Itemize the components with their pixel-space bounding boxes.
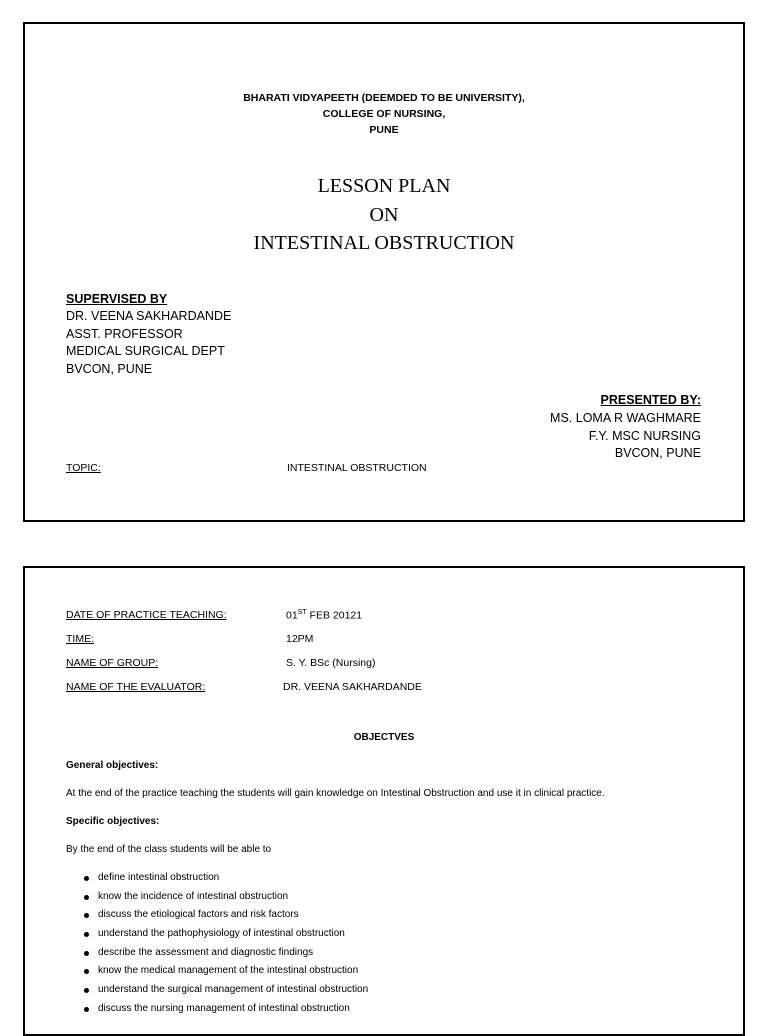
evaluator-value: DR. VEENA SAKHARDANDE: [283, 681, 422, 693]
specific-objectives-intro: By the end of the class students will be able to: [66, 844, 272, 855]
supervisor-department: MEDICAL SURGICAL DEPT: [66, 344, 225, 358]
presenter-course: F.Y. MSC NURSING: [588, 428, 701, 443]
college-name: COLLEGE OF NURSING,: [322, 108, 446, 120]
bullet-icon: [84, 876, 89, 881]
group-value: S. Y. BSc (Nursing): [286, 657, 376, 669]
list-item: discuss the nursing management of intestinal obstruction: [66, 1000, 368, 1019]
topic-label: TOPIC:: [66, 462, 101, 474]
bullet-icon: [84, 932, 89, 937]
time-value: 12PM: [286, 633, 314, 645]
general-objectives-text: At the end of the practice teaching the students will gain knowledge on Intestinal Obstruction and use it in clinical practice.: [66, 788, 605, 799]
group-label: NAME OF GROUP:: [66, 657, 159, 669]
cover-page: [23, 22, 745, 522]
specific-objectives-list: [66, 869, 368, 1019]
bullet-icon: [84, 988, 89, 993]
details-page: [23, 566, 745, 1036]
list-item: understand the surgical management of intestinal obstruction: [66, 981, 368, 1000]
date-value: 01ST FEB 20121: [286, 609, 363, 622]
supervisor-name: DR. VEENA SAKHARDANDE: [66, 309, 232, 323]
supervised-by-heading: SUPERVISED BY: [66, 292, 168, 306]
bullet-icon: [84, 913, 89, 918]
college-city: PUNE: [369, 124, 399, 136]
list-item: understand the pathophysiology of intestinal obstruction: [66, 925, 368, 944]
list-item: describe the assessment and diagnostic findings: [66, 944, 368, 963]
list-item: define intestinal obstruction: [66, 869, 368, 888]
evaluator-label: NAME OF THE EVALUATOR:: [66, 681, 206, 693]
objectives-heading: OBJECTVES: [353, 732, 415, 743]
list-item: know the medical management of the intestinal obstruction: [66, 962, 368, 981]
lesson-plan-title-on: ON: [369, 203, 399, 226]
bullet-icon: [84, 969, 89, 974]
lesson-plan-topic-title: INTESTINAL OBSTRUCTION: [253, 232, 515, 254]
presenter-name: MS. LOMA R WAGHMARE: [550, 411, 701, 425]
supervisor-institution: BVCON, PUNE: [66, 361, 153, 376]
presented-by-heading: PRESENTED BY:: [600, 393, 701, 407]
bullet-icon: [84, 951, 89, 956]
presenter-institution: BVCON, PUNE: [614, 446, 701, 460]
general-objectives-heading: General objectives:: [66, 760, 159, 771]
specific-objectives-heading: Specific objectives:: [66, 816, 160, 827]
institution-name: BHARATI VIDYAPEETH (DEEMDED TO BE UNIVERSITY),: [243, 92, 525, 104]
bullet-icon: [84, 1007, 89, 1012]
list-item: discuss the etiological factors and risk factors: [66, 906, 368, 925]
supervisor-designation: ASST. PROFESSOR: [66, 326, 183, 341]
list-item: know the incidence of intestinal obstruction: [66, 888, 368, 907]
lesson-plan-title: LESSON PLAN: [317, 175, 451, 197]
topic-value: INTESTINAL OBSTRUCTION: [287, 462, 427, 474]
date-label: DATE OF PRACTICE TEACHING:: [66, 609, 227, 621]
bullet-icon: [84, 895, 89, 900]
time-label: TIME:: [66, 633, 94, 645]
